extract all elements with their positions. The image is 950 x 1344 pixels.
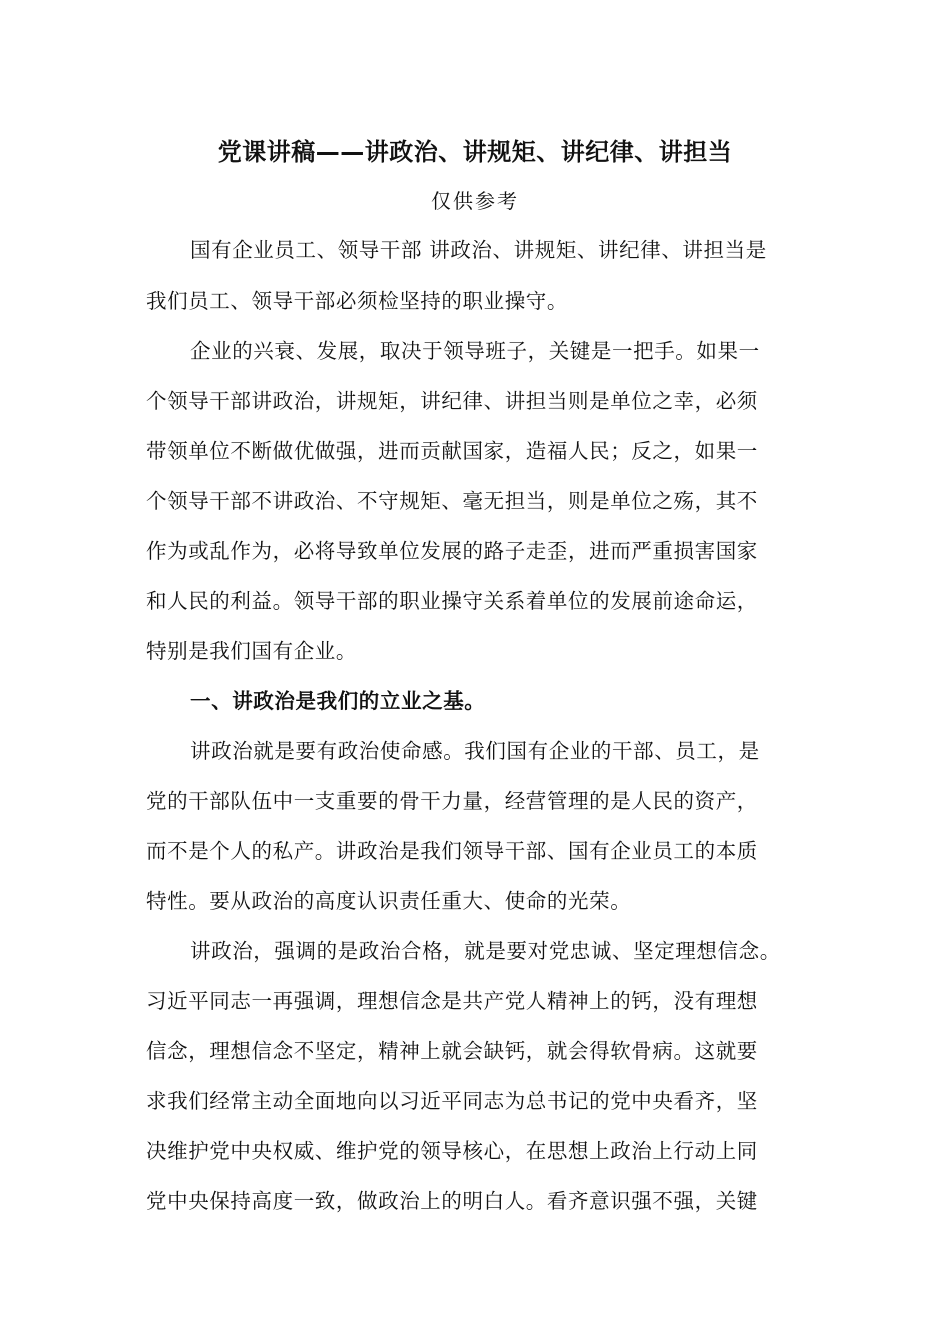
body-line: 和人民的利益。领导干部的职业操守关系着单位的发展前途命运， — [146, 589, 758, 613]
body-line: 求我们经常主动全面地向以习近平同志为总书记的党中央看齐，坚 — [146, 1089, 758, 1113]
body-line: 国有企业员工、领导干部 讲政治、讲规矩、讲纪律、讲担当是 — [190, 238, 767, 262]
body-line: 讲政治就是要有政治使命感。我们国有企业的干部、员工，是 — [190, 739, 760, 763]
body-line: 信念，理想信念不坚定，精神上就会缺钙，就会得软骨病。这就要 — [146, 1039, 758, 1063]
body-line: 带领单位不断做优做强，进而贡献国家，造福人民；反之，如果一 — [146, 439, 758, 463]
body-line: 个领导干部讲政治，讲规矩，讲纪律、讲担当则是单位之幸，必须 — [146, 389, 758, 413]
body-line: 党的干部队伍中一支重要的骨干力量，经营管理的是人民的资产， — [146, 789, 758, 813]
body-line: 特别是我们国有企业。 — [146, 639, 357, 663]
body-line: 作为或乱作为，必将导致单位发展的路子走歪，进而严重损害国家 — [146, 539, 758, 563]
body-line: 习近平同志一再强调，理想信念是共产党人精神上的钙，没有理想 — [146, 989, 758, 1013]
document-title: 党课讲稿——讲政治、讲规矩、讲纪律、讲担当 — [217, 138, 733, 166]
body-line: 决维护党中央权威、维护党的领导核心，在思想上政治上行动上同 — [146, 1139, 758, 1163]
body-line: 特性。要从政治的高度认识责任重大、使命的光荣。 — [146, 889, 632, 913]
body-line: 而不是个人的私产。讲政治是我们领导干部、国有企业员工的本质 — [146, 839, 758, 863]
body-line: 企业的兴衰、发展，取决于领导班子，关键是一把手。如果一 — [190, 339, 760, 363]
body-line: 个领导干部不讲政治、不守规矩、毫无担当，则是单位之殇，其不 — [146, 489, 758, 513]
document-subtitle: 仅供参考 — [431, 189, 519, 213]
body-line: 我们员工、领导干部必须检坚持的职业操守。 — [146, 289, 568, 313]
body-line: 讲政治，强调的是政治合格，就是要对党忠诚、坚定理想信念。 — [190, 939, 781, 963]
body-line: 党中央保持高度一致，做政治上的明白人。看齐意识强不强，关键 — [146, 1189, 758, 1213]
section-heading: 一、讲政治是我们的立业之基。 — [190, 689, 486, 713]
